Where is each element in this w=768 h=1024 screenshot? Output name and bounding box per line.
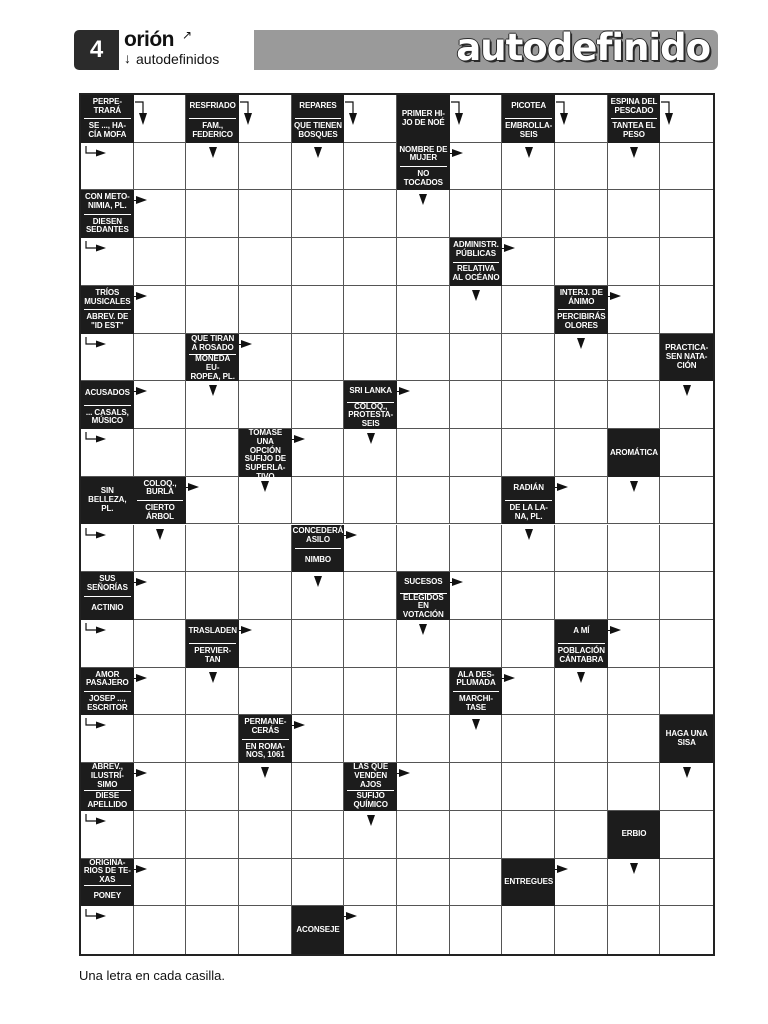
clue-text: ORIGINA- RIOS DE TE- XAS xyxy=(83,857,131,885)
answer-cell[interactable] xyxy=(186,859,239,907)
answer-cell[interactable] xyxy=(397,668,450,716)
clue-cell xyxy=(608,95,661,143)
answer-cell[interactable] xyxy=(450,525,503,573)
answer-cell[interactable] xyxy=(344,859,397,907)
clue-cell xyxy=(660,715,713,763)
clue-cell xyxy=(450,238,503,286)
clue-text: CONCEDERÁ ASILO xyxy=(292,526,344,545)
clue-text: EN ROMA- NOS, 1061 xyxy=(245,741,286,760)
arrow-down-icon xyxy=(472,719,480,730)
clue-text: NOMBRE DE MUJER xyxy=(399,144,448,163)
clue-text: CON METO- NIMIA, PL. xyxy=(84,192,130,211)
clue-text: ENTREGUES xyxy=(504,877,554,886)
answer-cell[interactable] xyxy=(450,429,503,477)
clue-cell xyxy=(81,763,134,811)
clue-text: TOMASE UNA OPCIÓN xyxy=(248,428,283,455)
answer-cell[interactable] xyxy=(344,668,397,716)
clue-cell xyxy=(292,525,345,573)
arrow-line xyxy=(344,916,348,917)
clue-text: ESPINA DEL PESCADO xyxy=(610,96,658,115)
clue-text: EMBROLLA- SEIS xyxy=(505,121,553,140)
clue-cell xyxy=(502,477,555,525)
clue-text: POBLACIÓN CÁNTABRA xyxy=(557,646,605,664)
clue-text: PICOTEA xyxy=(511,101,547,111)
clue-text: SE ..., HA- CÍA MOFA xyxy=(88,121,127,140)
clue-text: AMOR PASAJERO xyxy=(86,669,129,688)
clue-text: NO TOCADOS xyxy=(403,168,443,187)
arrow-line xyxy=(555,869,559,870)
answer-cell[interactable] xyxy=(239,811,292,859)
answer-cell[interactable] xyxy=(660,859,713,907)
answer-cell[interactable] xyxy=(502,763,555,811)
answer-cell[interactable] xyxy=(660,238,713,286)
answer-cell[interactable] xyxy=(239,381,292,429)
clue-text: ERBIO xyxy=(621,829,647,839)
answer-cell[interactable] xyxy=(608,334,661,382)
clue-cell xyxy=(502,859,555,907)
answer-cell[interactable] xyxy=(660,286,713,334)
answer-cell[interactable] xyxy=(450,859,503,907)
arrow-down-icon xyxy=(630,863,638,874)
answer-cell[interactable] xyxy=(239,238,292,286)
answer-cell[interactable] xyxy=(292,286,345,334)
answer-cell[interactable] xyxy=(292,238,345,286)
clue-text: TANTEA EL PESO xyxy=(612,121,656,140)
clue-text: HAGA UNA SISA xyxy=(665,729,708,748)
clue-text: FAM., FEDERICO xyxy=(192,121,233,140)
answer-cell[interactable] xyxy=(555,525,608,573)
clue-cell xyxy=(81,381,134,429)
down-arrow-icon: ↓ xyxy=(124,50,131,66)
answer-cell[interactable] xyxy=(344,190,397,238)
clue-cell xyxy=(81,668,134,716)
brand-logo xyxy=(124,28,250,72)
arrow-line xyxy=(555,487,559,488)
arrow-hook-right-icon xyxy=(85,337,111,351)
answer-cell[interactable] xyxy=(660,429,713,477)
clue-text: SUS SEÑORÍAS xyxy=(86,574,128,592)
answer-cell[interactable] xyxy=(450,190,503,238)
answer-cell[interactable] xyxy=(608,906,661,954)
clue-text: ... CASALS, MÚSICO xyxy=(85,407,129,426)
clue-text: SUFIJO QUÍMICO xyxy=(353,790,388,809)
answer-cell[interactable] xyxy=(502,190,555,238)
clue-cell xyxy=(344,763,397,811)
arrow-line xyxy=(134,582,138,583)
clue-text: PERCIBIRÁS OLORES xyxy=(557,312,606,330)
clue-cell xyxy=(555,620,608,668)
clue-text: SIN BELLEZA, PL. xyxy=(88,486,127,514)
clue-text: DIESE APELLIDO xyxy=(87,790,128,809)
arrow-hook-right-icon xyxy=(85,718,111,732)
arrow-line xyxy=(502,678,506,679)
answer-cell[interactable] xyxy=(186,190,239,238)
title-banner xyxy=(254,26,718,70)
arrow-line xyxy=(134,391,138,392)
answer-cell[interactable] xyxy=(344,334,397,382)
clue-text: PERVIER- TAN xyxy=(194,646,232,664)
clue-cell xyxy=(397,95,450,143)
arrow-down-icon xyxy=(209,385,217,396)
clue-text: COLOQ., BURLA xyxy=(143,478,177,497)
answer-cell[interactable] xyxy=(502,429,555,477)
arrow-down-icon xyxy=(577,338,585,349)
clue-text: QUE TIRAN A ROSADO xyxy=(191,333,235,352)
answer-cell[interactable] xyxy=(450,763,503,811)
clue-text: REPARES xyxy=(299,101,337,111)
arrow-line xyxy=(608,630,612,631)
answer-cell[interactable] xyxy=(555,238,608,286)
arrow-down-icon xyxy=(683,767,691,778)
answer-cell[interactable] xyxy=(292,190,345,238)
arrow-line xyxy=(239,344,243,345)
answer-cell[interactable] xyxy=(608,572,661,620)
clue-text: ABREV. DE "ID EST" xyxy=(86,312,129,330)
answer-cell[interactable] xyxy=(502,286,555,334)
answer-cell[interactable] xyxy=(397,525,450,573)
arrow-down-icon xyxy=(367,815,375,826)
clue-cell xyxy=(186,620,239,668)
answer-cell[interactable] xyxy=(239,859,292,907)
footer-instruction: Una letra en cada casilla. xyxy=(79,968,225,983)
answer-cell[interactable] xyxy=(555,572,608,620)
answer-cell[interactable] xyxy=(292,477,345,525)
clue-text: COLOQ., PROTESTA- SEIS xyxy=(348,401,394,429)
clue-cell xyxy=(502,95,555,143)
clue-text: ACONSEJE xyxy=(296,924,340,934)
answer-cell[interactable] xyxy=(186,238,239,286)
clue-text: ABREV., ILUSTRÍ- SIMO xyxy=(90,762,124,789)
answer-cell[interactable] xyxy=(502,381,555,429)
arrow-line xyxy=(608,296,612,297)
arrow-line xyxy=(134,296,138,297)
arrow-line xyxy=(450,582,454,583)
answer-cell[interactable] xyxy=(608,190,661,238)
answer-cell[interactable] xyxy=(134,429,187,477)
answer-cell[interactable] xyxy=(397,429,450,477)
clue-cell xyxy=(660,334,713,382)
arrow-down-icon xyxy=(472,290,480,301)
clue-cell xyxy=(397,143,450,191)
arrow-hook-right-icon xyxy=(85,432,111,446)
clue-cell xyxy=(81,859,134,907)
answer-cell[interactable] xyxy=(555,811,608,859)
arrow-line xyxy=(450,153,454,154)
clue-text: ACTINIO xyxy=(91,602,124,612)
arrow-hook-right-icon xyxy=(85,146,111,160)
answer-cell[interactable] xyxy=(292,381,345,429)
answer-cell[interactable] xyxy=(502,811,555,859)
arrow-down-icon xyxy=(419,624,427,635)
page-title: autodefinido xyxy=(456,26,710,69)
answer-cell[interactable] xyxy=(239,906,292,954)
answer-cell[interactable] xyxy=(608,763,661,811)
arrow-hook-right-icon xyxy=(85,909,111,923)
answer-cell[interactable] xyxy=(344,620,397,668)
swoosh-arrow-icon: ↗ xyxy=(182,28,193,42)
answer-cell[interactable] xyxy=(292,620,345,668)
clue-cell xyxy=(292,906,345,954)
arrow-hook-right-icon xyxy=(85,241,111,255)
clue-text: TRÍOS MUSICALES xyxy=(84,287,131,306)
answer-cell[interactable] xyxy=(397,286,450,334)
arrow-right-down-icon xyxy=(135,99,155,127)
answer-cell[interactable] xyxy=(186,286,239,334)
clue-cell xyxy=(292,95,345,143)
answer-cell[interactable] xyxy=(660,572,713,620)
clue-text: RESFRIADO xyxy=(189,101,236,111)
answer-cell[interactable] xyxy=(292,668,345,716)
arrow-right-down-icon xyxy=(345,99,365,127)
arrow-down-icon xyxy=(683,385,691,396)
clue-text: QUE TIENEN BOSQUES xyxy=(294,121,342,140)
arrow-hook-right-icon xyxy=(85,623,111,637)
clue-text: PONEY xyxy=(93,890,122,900)
answer-cell[interactable] xyxy=(239,190,292,238)
answer-cell[interactable] xyxy=(186,763,239,811)
answer-cell[interactable] xyxy=(555,715,608,763)
arrow-right-down-icon xyxy=(556,99,576,127)
arrow-hook-right-icon xyxy=(85,814,111,828)
answer-cell[interactable] xyxy=(134,143,187,191)
arrow-down-icon xyxy=(209,147,217,158)
clue-text: AROMÁTICA xyxy=(609,447,658,457)
answer-cell[interactable] xyxy=(186,572,239,620)
arrow-down-icon xyxy=(209,672,217,683)
answer-cell[interactable] xyxy=(450,811,503,859)
arrow-line xyxy=(134,869,138,870)
answer-cell[interactable] xyxy=(555,906,608,954)
answer-cell[interactable] xyxy=(660,525,713,573)
clue-cell xyxy=(239,715,292,763)
answer-cell[interactable] xyxy=(555,429,608,477)
arrow-line xyxy=(292,725,296,726)
answer-cell[interactable] xyxy=(608,525,661,573)
answer-cell[interactable] xyxy=(344,477,397,525)
answer-cell[interactable] xyxy=(292,859,345,907)
answer-cell[interactable] xyxy=(134,334,187,382)
answer-cell[interactable] xyxy=(344,715,397,763)
clue-text: ADMINISTR. PÚBLICAS xyxy=(453,240,499,258)
logo-brand-text: orión xyxy=(124,28,174,51)
answer-cell[interactable] xyxy=(660,143,713,191)
answer-cell[interactable] xyxy=(292,763,345,811)
arrow-line xyxy=(134,678,138,679)
arrow-down-icon xyxy=(261,481,269,492)
clue-text: PERPE- TRARÁ xyxy=(92,96,122,115)
arrow-line xyxy=(502,248,506,249)
answer-cell[interactable] xyxy=(292,811,345,859)
answer-cell[interactable] xyxy=(450,906,503,954)
arrow-line xyxy=(397,773,401,774)
clue-cell xyxy=(186,334,239,382)
arrow-down-icon xyxy=(314,147,322,158)
clue-text: PRACTICA- SEN NATA- CIÓN xyxy=(665,343,709,370)
clue-cell xyxy=(81,95,134,143)
clue-cell xyxy=(134,477,187,525)
clue-text: SUFIJO DE SUPERLA- TIVO xyxy=(244,454,286,482)
arrow-down-icon xyxy=(156,529,164,540)
clue-cell xyxy=(450,668,503,716)
answer-cell[interactable] xyxy=(186,715,239,763)
answer-cell[interactable] xyxy=(502,334,555,382)
answer-cell[interactable] xyxy=(292,334,345,382)
answer-cell[interactable] xyxy=(660,906,713,954)
arrow-down-icon xyxy=(314,576,322,587)
answer-cell[interactable] xyxy=(344,572,397,620)
answer-cell[interactable] xyxy=(450,334,503,382)
answer-cell[interactable] xyxy=(608,238,661,286)
answer-cell[interactable] xyxy=(186,429,239,477)
crossword-grid xyxy=(79,93,715,956)
clue-text: LAS QUE VENDEN AJOS xyxy=(353,762,389,789)
arrow-line xyxy=(186,487,190,488)
arrow-line xyxy=(397,391,401,392)
arrow-down-icon xyxy=(630,147,638,158)
arrow-line xyxy=(292,439,296,440)
arrow-down-icon xyxy=(577,672,585,683)
answer-cell[interactable] xyxy=(344,143,397,191)
answer-cell[interactable] xyxy=(344,286,397,334)
arrow-line xyxy=(239,630,243,631)
answer-cell[interactable] xyxy=(134,906,187,954)
answer-cell[interactable] xyxy=(239,525,292,573)
answer-cell[interactable] xyxy=(660,477,713,525)
clue-text: JOSEP ..., ESCRITOR xyxy=(87,693,128,712)
page-header xyxy=(0,0,768,80)
answer-cell[interactable] xyxy=(239,572,292,620)
arrow-line xyxy=(134,773,138,774)
arrow-line xyxy=(134,200,138,201)
answer-cell[interactable] xyxy=(134,811,187,859)
answer-cell[interactable] xyxy=(555,143,608,191)
answer-cell[interactable] xyxy=(186,906,239,954)
clue-cell xyxy=(81,572,134,620)
arrow-right-down-icon xyxy=(240,99,260,127)
clue-text: SUCESOS xyxy=(404,576,443,586)
clue-text: CIERTO ÁRBOL xyxy=(145,503,175,521)
arrow-down-icon xyxy=(419,194,427,205)
clue-text: DE LA LA- NA, PL. xyxy=(509,503,548,521)
answer-cell[interactable] xyxy=(660,668,713,716)
answer-cell[interactable] xyxy=(555,381,608,429)
clue-text: ELEGIDOS EN VOTACIÓN xyxy=(402,592,444,620)
answer-cell[interactable] xyxy=(450,477,503,525)
answer-cell[interactable] xyxy=(502,572,555,620)
answer-cell[interactable] xyxy=(660,811,713,859)
answer-cell[interactable] xyxy=(608,715,661,763)
answer-cell[interactable] xyxy=(502,906,555,954)
answer-cell[interactable] xyxy=(397,238,450,286)
answer-cell[interactable] xyxy=(397,906,450,954)
answer-cell[interactable] xyxy=(608,668,661,716)
clue-text: RADIÁN xyxy=(513,483,544,493)
clue-text: SRI LANKA xyxy=(349,386,392,396)
answer-cell[interactable] xyxy=(660,190,713,238)
clue-cell xyxy=(81,477,134,525)
answer-cell[interactable] xyxy=(344,238,397,286)
arrow-right-down-icon xyxy=(661,99,681,127)
answer-cell[interactable] xyxy=(502,715,555,763)
arrow-down-icon xyxy=(367,433,375,444)
clue-cell xyxy=(186,95,239,143)
clue-text: DIESEN SEDANTES xyxy=(85,216,129,235)
answer-cell[interactable] xyxy=(397,859,450,907)
clue-cell xyxy=(555,286,608,334)
answer-cell[interactable] xyxy=(450,381,503,429)
answer-cell[interactable] xyxy=(608,381,661,429)
answer-cell[interactable] xyxy=(555,190,608,238)
answer-cell[interactable] xyxy=(239,668,292,716)
arrow-down-icon xyxy=(261,767,269,778)
clue-text: ALA DES- PLUMADA xyxy=(456,669,496,688)
answer-cell[interactable] xyxy=(134,715,187,763)
clue-text: ACUSADOS xyxy=(84,387,130,397)
answer-cell[interactable] xyxy=(134,238,187,286)
clue-text: INTERJ. DE ÁNIMO xyxy=(559,287,603,306)
answer-cell[interactable] xyxy=(397,811,450,859)
arrow-down-icon xyxy=(630,481,638,492)
arrow-hook-right-icon xyxy=(85,528,111,542)
arrow-line xyxy=(344,535,348,536)
arrow-down-icon xyxy=(525,529,533,540)
answer-cell[interactable] xyxy=(397,477,450,525)
answer-cell[interactable] xyxy=(660,620,713,668)
answer-cell[interactable] xyxy=(397,334,450,382)
arrow-down-icon xyxy=(525,147,533,158)
clue-text: MONEDA EU- ROPEA, PL. xyxy=(190,353,235,381)
answer-cell[interactable] xyxy=(450,620,503,668)
answer-cell[interactable] xyxy=(397,715,450,763)
clue-text: A MÍ xyxy=(573,626,590,636)
clue-cell xyxy=(608,429,661,477)
clue-cell xyxy=(81,190,134,238)
clue-cell xyxy=(239,428,292,482)
clue-cell xyxy=(344,381,397,429)
clue-text: PERMANE- CERÁS xyxy=(244,717,287,736)
answer-cell[interactable] xyxy=(186,811,239,859)
clue-text: NIMBO xyxy=(304,555,332,565)
logo-sub-text: autodefinidos xyxy=(136,51,220,67)
clue-cell xyxy=(397,572,450,620)
clue-text: RELATIVA AL OCÉANO xyxy=(452,264,500,283)
answer-cell[interactable] xyxy=(239,286,292,334)
clue-text: MARCHI- TASE xyxy=(459,693,493,712)
arrow-right-down-icon xyxy=(451,99,471,127)
clue-cell xyxy=(608,811,661,859)
answer-cell[interactable] xyxy=(134,620,187,668)
clue-cell xyxy=(81,286,134,334)
answer-cell[interactable] xyxy=(186,525,239,573)
answer-cell[interactable] xyxy=(555,763,608,811)
clue-text: TRASLADEN xyxy=(188,626,237,636)
answer-cell[interactable] xyxy=(502,620,555,668)
page-number: 4 xyxy=(74,30,119,70)
answer-cell[interactable] xyxy=(239,143,292,191)
clue-text: PRIMER HI- JO DE NOÉ xyxy=(401,109,445,127)
